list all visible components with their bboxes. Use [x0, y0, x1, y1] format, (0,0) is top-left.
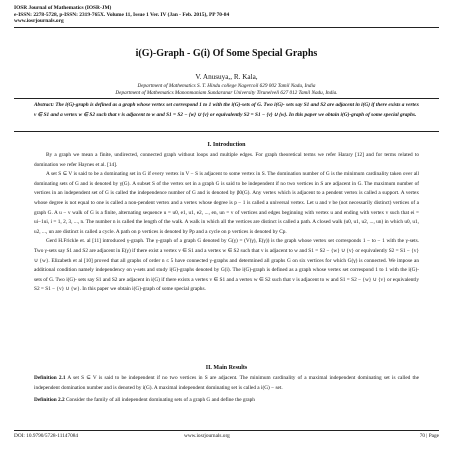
definition-2-1-label: Definition 2.1 [34, 375, 66, 381]
abstract-top-rule [14, 98, 439, 99]
abstract: Abstract: The i(G)-graph is defined as a graph whose vertex set correspond 1 to 1 with the i(G)-sets of G. Two i(G)- sets say S1 and S2 are adjacent in i(G) if there exists a vertex v ∈ S1 and a vertex w ∈ S2 such that v is adjacent to w and S1 = S2 − {w} ∪ {v} or equivalently S2 = S1 − {v} ∪ {w}. In this paper we obtain i(G)-graph of some special graphs. [34, 102, 419, 118]
intro-paragraph: Gerd H.Frickle et. al [11] introduced γ-graph. The γ-graph of a graph G denoted by G(γ) = (V(γ), E(γ)) is the graph whose vertex set corresponds 1 − to − 1 with the γ-sets. Two γ-sets say S1 and S2 are adjacent in E(γ) if there exist a vertex v ∈ S1 and a vertex w ∈ S2 such that v is adjacent to w and S1 = S2 − {w} ∪ {v} or equivalently S2 = S1 − {v} ∪ {w}. Elizabeth et al [10] proved that all graphs of order n ≤ 5 have connected γ-graphs and determined all graphs G on six vertices for which G(γ) is connected. We impose an additional condition namely independency on γ-sets and study i(G)-graphs denoted by G(i). The i(G)-graph is defined as a graph whose vertex set correspond 1 to 1 with the i(G)-sets of G. Two i(G)- sets say S1 and S2 are adjacent in i(G) if there exists a vertex v ∈ S1 and a vertex w ∈ S2 such that v is adjacent to w and S1 = S2 − {w} ∪ {v} or equivalently S2 = S1 − {v} ∪ {w}. In this paper we obtain i(G)-graph of some special graphs. [34, 238, 419, 293]
definition-2-2-label: Definition 2.2 [34, 397, 65, 404]
footer-site: www.iosrjournals.org [184, 433, 230, 439]
paper-title: i(G)-Graph - G(i) Of Some Special Graphs [135, 48, 318, 59]
section-heading-main-results: II. Main Results [205, 365, 248, 371]
definition-2-2-text: Consider the family of all independent dominating sets of a graph G and define the graph [65, 397, 255, 404]
affiliation-2: Department of Mathematics Manonmaniam Sundaranar University Tirunelveli 627 012 Tamil Nadu, India. [115, 90, 338, 96]
section-heading-introduction: I. Introduction [207, 142, 246, 148]
definition-2-2 [34, 396, 419, 406]
intro-paragraph: By a graph we mean a finite, undirected, connected graph without loops and multiple edges. For graph theoretical terms we refer Harary [12] and for terms related to domination we refer Haynes et al. [14]. [34, 152, 419, 168]
intro-paragraph: A set S ⊆ V is said to be a dominating set in G if every vertex in V − S is adjacent to some vertex in S. The domination number of G is the minimum cardinality taken over all dominating sets of G and is denoted by γ(G). A subset S of the vertex set in a graph G is said to be independent if no two vertices in S are adjacent in G. The maximum number of vertices in an independent set of G is called the independence number of G and is denoted by β0(G). Any vertex which is adjacent to a pendent vertex is called a support. A vertex whose degree is not equal to one is called a non-pendent vertex and a vertex whose degree is p − 1 is called a universal vertex. Let u and v be (not necessarily distinct) vertices of a graph G. A u − v walk of G is a finite, alternating sequence u = u0, e1, u1, e2, ..., en, un = v of vertices and edges beginning with vertex u and ending with vertex v such that ei = ui−1ui, i = 1, 2, 3, ..., n. The number n is called the length of the walk. A walk in which all the vertices are distinct is called a path. A closed walk (u0, u1, u2, ..., un) in which u0, u1, u2, ..., un are distinct is called a cycle. A path on p vertices is denoted by Pp and a cycle on p vertices is denoted by Cp. [34, 171, 419, 235]
journal-site: www.iosrjournals.org [14, 18, 64, 25]
definition-2-1-text: A set S ⊆ V is said to be independent if no two vertices in S are adjacent. The minimum cardinality of a maximal independent dominating set is called the independent domination number and is denoted by i(G). A maximal independent dominating set is called a i(G) − set. [34, 375, 419, 391]
footer-doi: DOI: 10.9790/5728-11147084 [14, 433, 79, 439]
main-results-body [34, 374, 419, 406]
header-rule [14, 27, 439, 28]
journal-header [14, 5, 229, 25]
paper-authors: V. Anusuya,, R. Kala, [195, 73, 258, 81]
definition-2-1 [34, 374, 419, 393]
journal-issn: e-ISSN: 2278-5728, p-ISSN: 2319-765X. Volume 11, Issue 1 Ver. IV (Jan - Feb. 2015), PP 70-84 [14, 11, 230, 18]
footer-rule [14, 430, 439, 431]
footer-page-number: 70 | Page [419, 433, 439, 439]
journal-name: IOSR Journal of Mathematics (IOSR-JM) [14, 5, 112, 11]
abstract-bottom-rule [14, 131, 439, 132]
affiliation-1: Department of Mathematics S. T. Hindu college Nagercoil 629 002 Tamil Nadu, India [137, 83, 316, 89]
introduction-body [34, 151, 419, 295]
